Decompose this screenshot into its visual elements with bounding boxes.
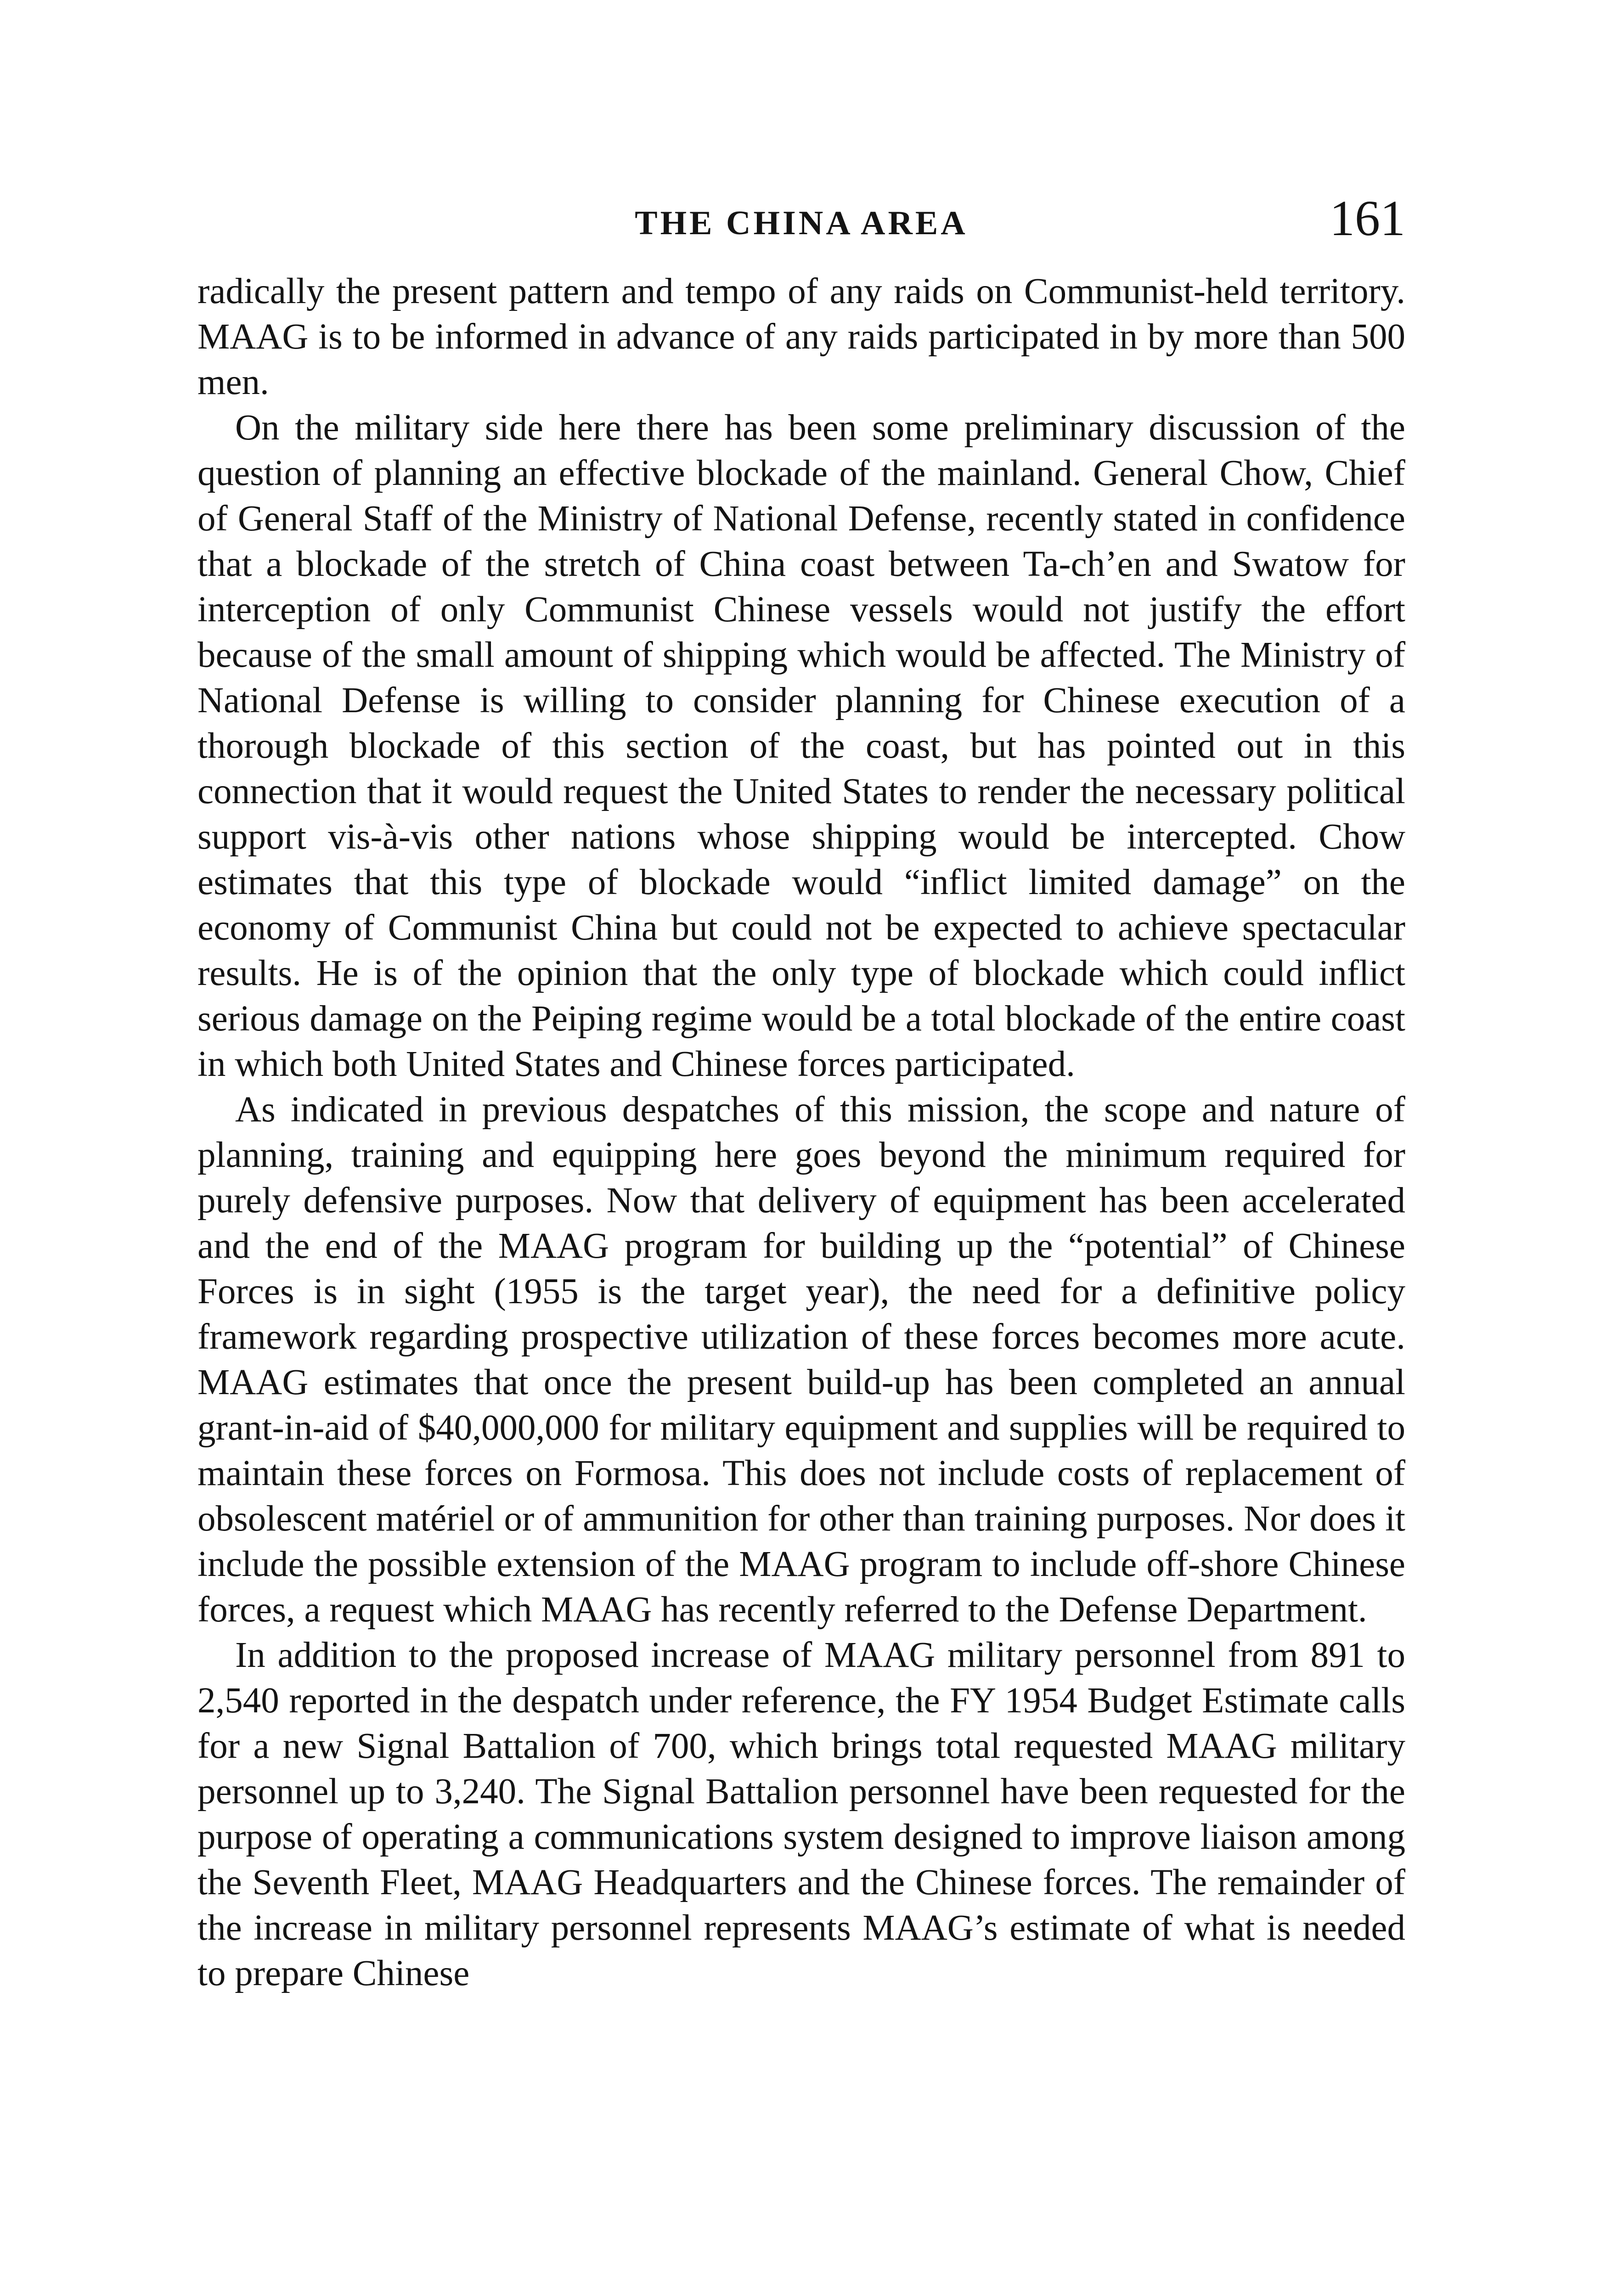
paragraph-blockade: On the military side here there has been some preliminary discussion of the question of planning an effective blockade of the mainland. General Chow, Chief of General Staff of the Ministry of National Defense, recently stated in confidence that a blockade of the stretch of China coast between Ta-ch’en and Swatow for interception of only Communist Chinese vessels would not justify the effort because of the small amount of shipping which would be affected. The Ministry of National Defense is willing to consider planning for Chinese execution of a thorough blockade of this section of the coast, but has pointed out in this connection that it would request the United States to render the necessary political support vis-à-vis other nations whose shipping would be intercepted. Chow estimates that this type of blockade would “inflict limited damage” on the economy of Communist China but could not be expected to achieve spectacular results. He is of the opinion that the only type of blockade which could inflict serious damage on the Peiping regime would be a total blockade of the entire coast in which both United States and Chinese forces participated. xyxy=(197,408,1405,1084)
body-text xyxy=(197,269,1405,1996)
paragraph-maag-planning: As indicated in previous despatches of this mission, the scope and nature of planning, training and equipping here goes beyond the minimum required for purely defensive purposes. Now that delivery of equipment has been accelerated and the end of the MAAG program for building up the “potential” of Chinese Forces is in sight (1955 is the target year), the need for a definitive policy framework regarding prospective utilization of these forces becomes more acute. MAAG estimates that once the present build-up has been completed an annual grant-in-aid of $40,000,000 for military equipment and supplies will be required to maintain these forces on Formosa. This does not include costs of replacement of obsolescent matériel or of ammunition for other than training purposes. Nor does it include the possible extension of the MAAG program to include off-shore Chinese forces, a request which MAAG has recently referred to the Defense Department. xyxy=(197,1090,1405,1630)
running-head xyxy=(197,190,1405,248)
running-title: THE CHINA AREA xyxy=(635,204,968,242)
paragraph-personnel-increase: In addition to the proposed increase of MAAG military personnel from 891 to 2,540 reported in the despatch under reference, the FY 1954 Budget Estimate calls for a new Signal Battalion of 700, which brings total requested MAAG military personnel up to 3,240. The Signal Battalion personnel have been requested for the purpose of operating a communications system designed to improve liaison among the Seventh Fleet, MAAG Headquarters and the Chinese forces. The remainder of the increase in military personnel represents MAAG’s estimate of what is needed to prepare Chinese xyxy=(197,1635,1405,1993)
page-number: 161 xyxy=(1330,190,1405,246)
paragraph-continuation: radically the present pattern and tempo of any raids on Communist-held territory. MAAG is to be informed in advance of any raids participated in by more than 500 men. xyxy=(197,271,1405,402)
